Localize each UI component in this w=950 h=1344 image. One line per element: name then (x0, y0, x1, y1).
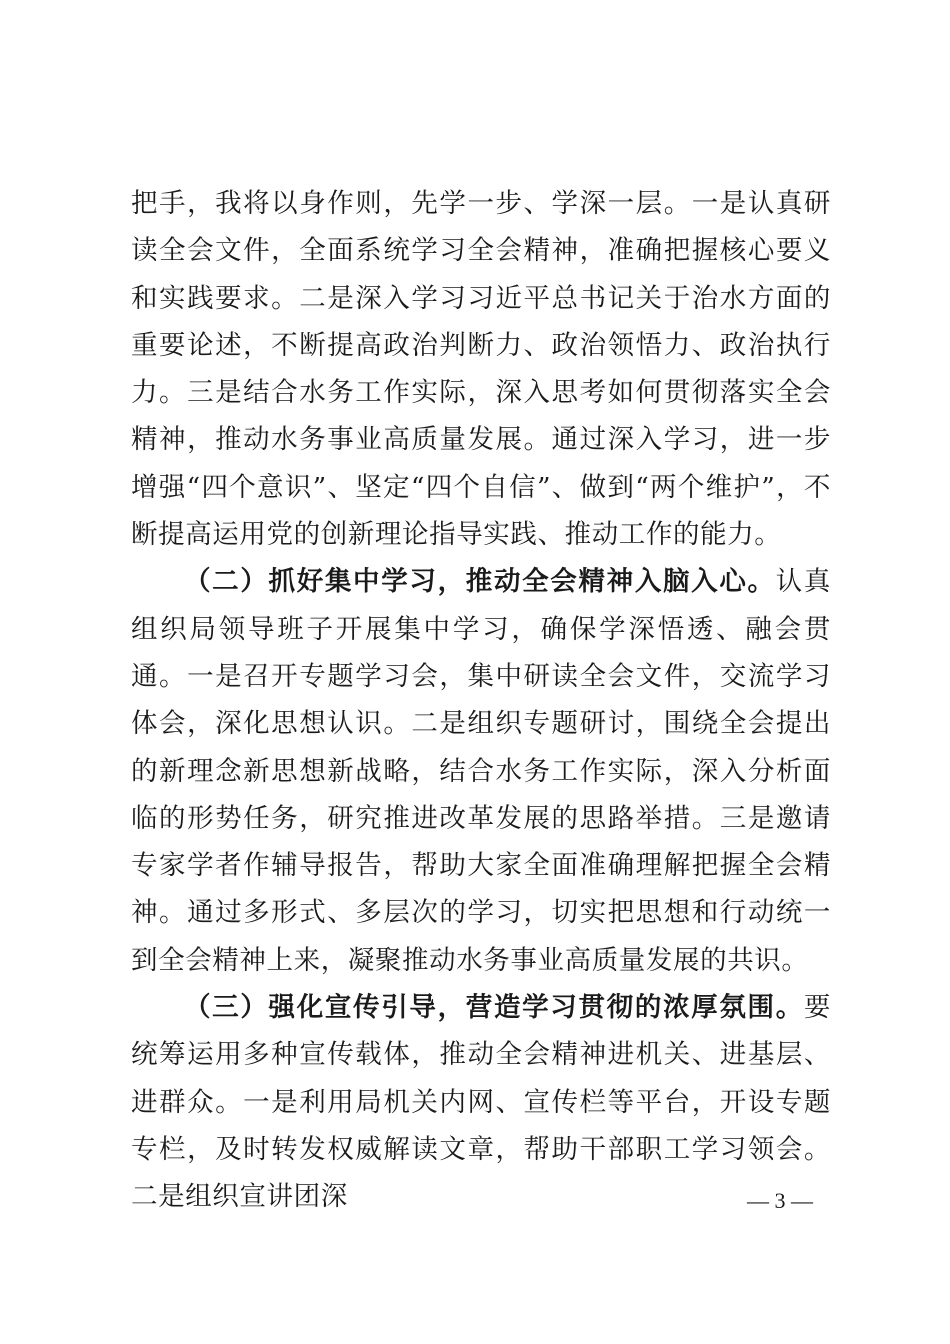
paragraph-section-2 (131, 558, 831, 984)
paragraph-section-3 (131, 984, 831, 1220)
paragraph-text: 认真组织局领导班子开展集中学习，确保学深悟透、融会贯通。一是召开专题学习会，集中研读全会文件，交流学习体会，深化思想认识。二是组织专题研讨，围绕全会提出的新理念新思想新战略，结合水务工作实际，深入分析面临的形势任务，研究推进改革发展的思路举措。三是邀请专家学者作辅导报告，帮助大家全面准确理解把握全会精神。通过多形式、多层次的学习，切实把思想和行动统一到全会精神上来，凝聚推动水务事业高质量发展的共识。 (131, 566, 831, 976)
section-heading-2: （二）抓好集中学习，推动全会精神入脑入心。 (184, 566, 776, 598)
page-number: — 3 — (747, 1188, 813, 1213)
section-heading-3: （三）强化宣传引导，营造学习贯彻的浓厚氛围。 (184, 992, 804, 1024)
paragraph-continuation (131, 180, 831, 558)
paragraph-text: 把手，我将以身作则，先学一步、学深一层。一是认真研读全会文件，全面系统学习全会精神，准确把握核心要义和实践要求。二是深入学习习近平总书记关于治水方面的重要论述，不断提高政治判断力、政治领悟力、政治执行力。三是结合水务工作实际，深入思考如何贯彻落实全会精神，推动水务事业高质量发展。通过深入学习，进一步增强“四个意识”、坚定“四个自信”、做到“两个维护”，不断提高运用党的创新理论指导实践、推动工作的能力。 (131, 188, 831, 551)
document-body (131, 180, 831, 1221)
paragraph-text: 要统筹运用多种宣传载体，推动全会精神进机关、进基层、进群众。一是利用局机关内网、宣传栏等平台，开设专题专栏，及时转发权威解读文章，帮助干部职工学习领会。二是组织宣讲团深 (131, 992, 831, 1213)
